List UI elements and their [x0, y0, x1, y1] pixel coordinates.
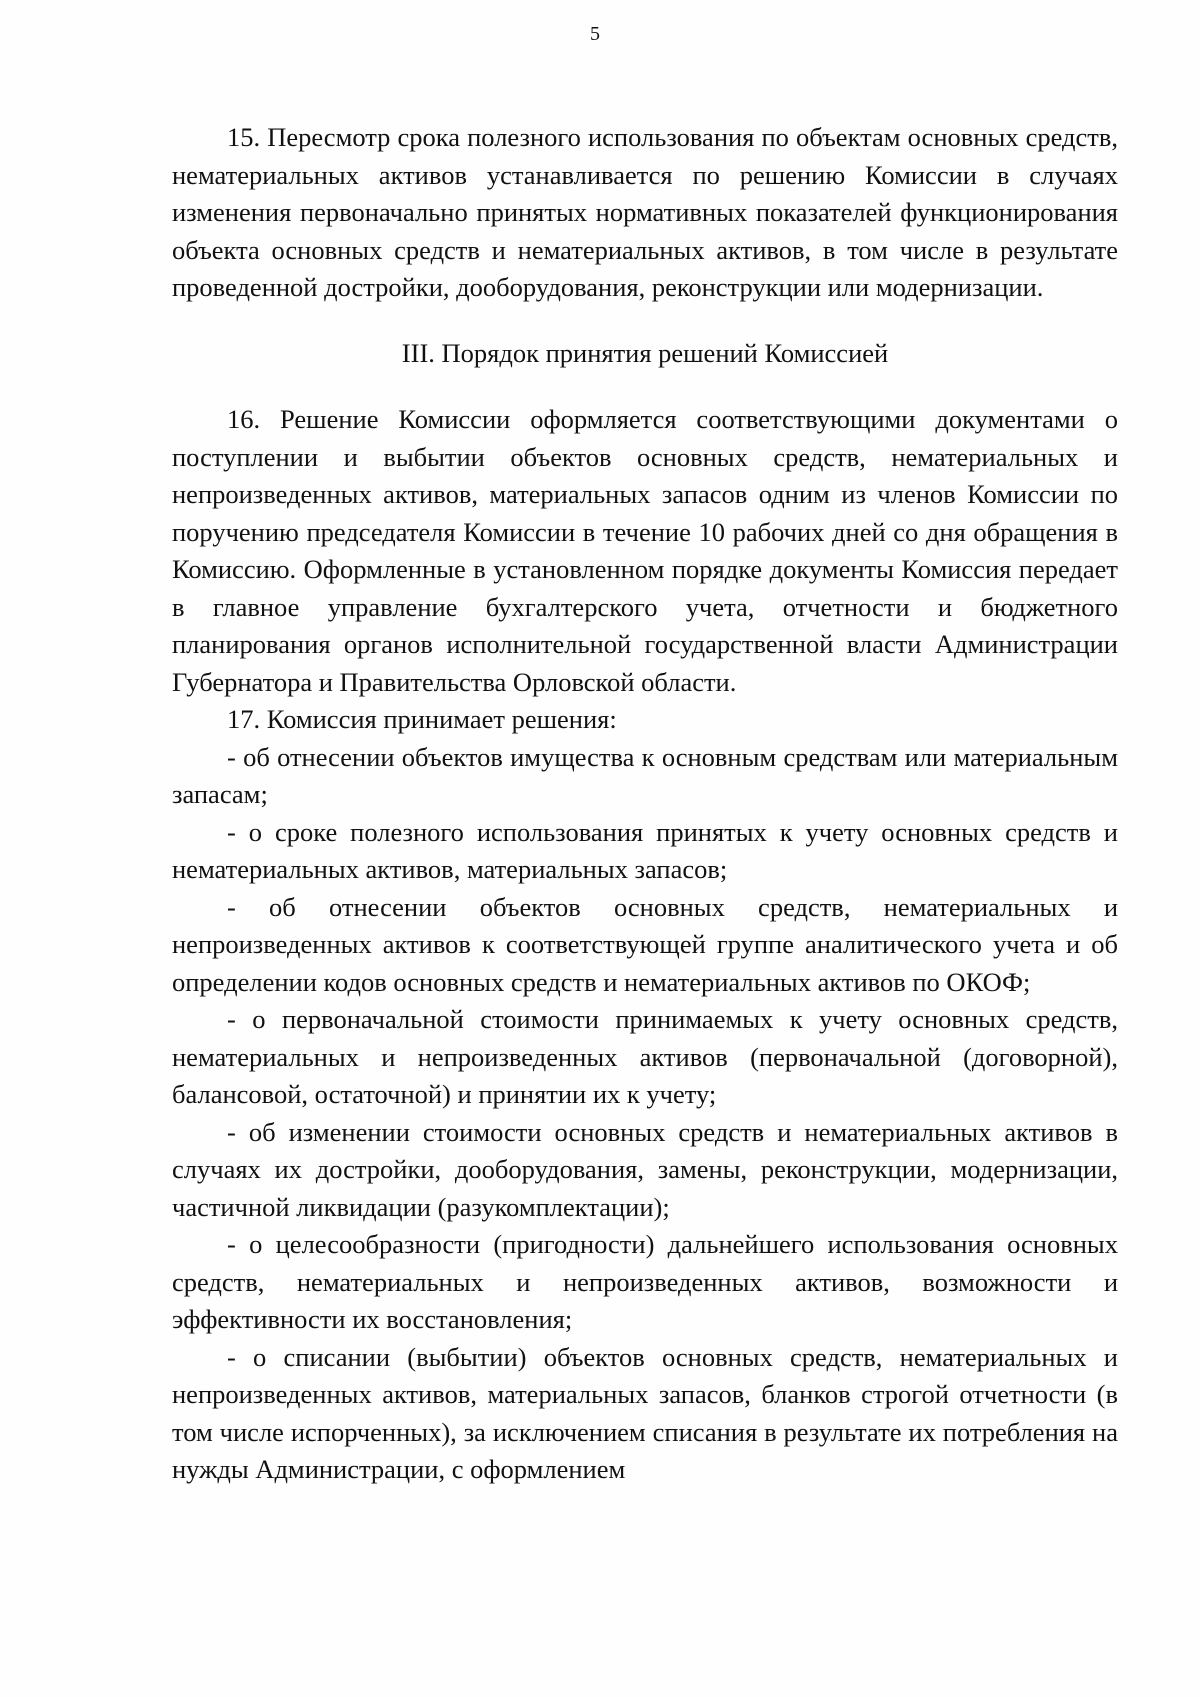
list-item: - о сроке полезного использования принятых к учету основных средств и нематериальных активов, материальных запасов;: [172, 816, 1118, 884]
list-item: - об отнесении объектов основных средств, нематериальных и непроизведенных активов к соответствующей группе аналитического учета и об определении кодов основных средств и нематериальных активов по ОКОФ;: [172, 891, 1118, 997]
section-heading: III. Порядок принятия решений Комиссией: [401, 337, 889, 368]
list-item: - об изменении стоимости основных средств и нематериальных активов в случаях их достройки, дооборудования, замены, реконструкции, модернизации, частичной ликвидации (разукомплектации);: [172, 1116, 1118, 1222]
list-item: - о списании (выбытии) объектов основных средств, нематериальных и непроизведенных активов, материальных запасов, бланков строгой отчетности (в том числе испорченных), за исключением списания в результате их потребления на нужды Администрации, с оформлением: [172, 1341, 1118, 1484]
paragraph-17: 17. Комиссия принимает решения:: [227, 704, 617, 734]
paragraph-15: 15. Пересмотр срока полезного использования по объектам основных средств, нематериальных активов устанавливается по решению Комиссии в случаях изменения первоначально принятых нормативных показателей функционирования объекта основных средств и нематериальных активов, в том числе в результате проведенной достройки, дооборудования, реконструкции или модернизации.: [172, 122, 1118, 302]
list-item: - о целесообразности (пригодности) дальнейшего использования основных средств, нематериальных и непроизведенных активов, возможности и эффективности их восстановления;: [172, 1229, 1118, 1334]
document-body: [172, 119, 1118, 1489]
page-number: 5: [590, 23, 600, 45]
paragraph-16: 16. Решение Комиссии оформляется соответствующими документами о поступлении и выбытии объектов основных средств, нематериальных и непроизведенных активов, материальных запасов одним из членов Комиссии по поручению председателя Комиссии в течение 10 рабочих дней со дня обращения в Комиссию. Оформленные в установленном порядке документы Комиссия передает в главное управление бухгалтерского учета, отчетности и бюджетного планирования органов исполнительной государственной власти Администрации Губернатора и Правительства Орловской области.: [172, 404, 1118, 697]
list-item: - о первоначальной стоимости принимаемых к учету основных средств, нематериальных и непроизведенных активов (первоначальной (договорной), балансовой, остаточной) и принятии их к учету;: [172, 1004, 1118, 1109]
list-item: - об отнесении объектов имущества к основным средствам или материальным запасам;: [172, 741, 1118, 809]
